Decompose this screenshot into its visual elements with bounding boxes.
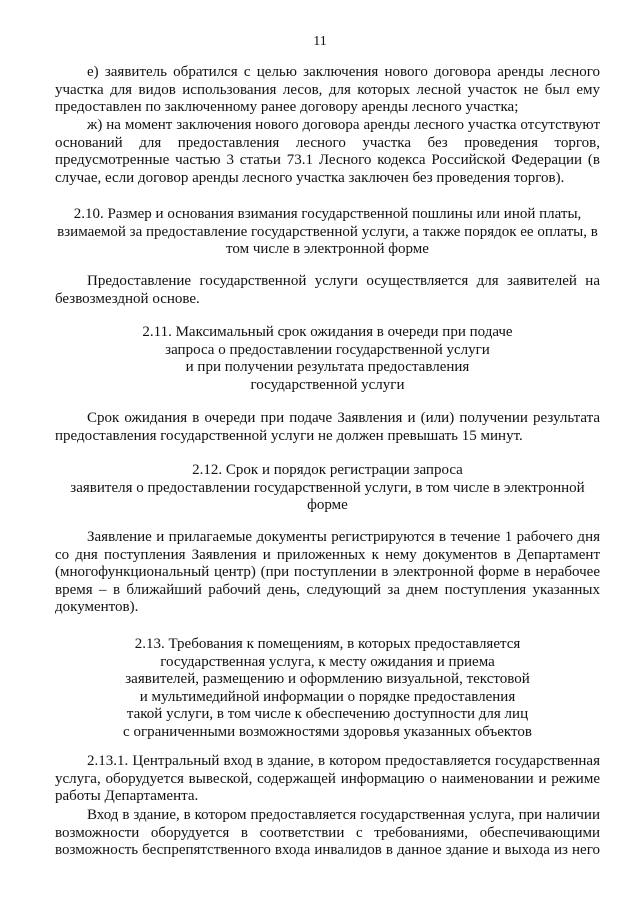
text-line: случае, если договор аренды лесного участка заключен без проведения торгов). — [55, 169, 565, 186]
section-2-12-text — [55, 529, 600, 617]
heading-line: взимаемой за предоставление государственной услуги, а также порядок ее оплаты, в — [57, 223, 598, 240]
heading-line: 2.10. Размер и основания взимания государственной пошлины или иной платы, — [73, 206, 582, 222]
heading-line: государственной услуги — [250, 376, 405, 393]
text-line: безвозмездной основе. — [55, 290, 200, 307]
heading-line: запроса о предоставлении государственной услуги — [165, 341, 490, 358]
text-line: Заявление и прилагаемые документы регистрируются в течение 1 рабочего дня — [87, 529, 600, 545]
section-2-10-text — [55, 273, 600, 308]
text-line: время – в ближайший рабочий день, следующий за днем поступления указанных — [55, 581, 600, 598]
heading-line: и мультимедийной информации о порядке предоставления — [139, 688, 516, 705]
text-line: возможности оборудуется в соответствии с требованиями, обеспечивающими — [55, 824, 600, 841]
heading-line: заявителей, размещению и оформлению визуальной, текстовой — [125, 671, 530, 688]
heading-line: и при получении результата предоставления — [185, 359, 470, 376]
section-2-13-1-text — [55, 753, 600, 806]
text-line: Предоставление государственной услуги осуществляется для заявителей на — [87, 273, 600, 289]
section-2-12-heading — [55, 462, 600, 515]
section-2-11-heading — [55, 324, 600, 394]
text-line: предусмотренные частью 3 статьи 73.1 Лесного кодекса Российской Федерации (в — [55, 152, 600, 169]
text-line: оснований для предоставления лесного участка без проведения торгов, — [55, 134, 600, 151]
text-line: работы Департамента. — [55, 788, 199, 805]
text-line: Срок ожидания в очереди при подаче Заявления и (или) получении результата — [87, 410, 600, 426]
text-line: со дня поступления Заявления и приложенных к нему документов в Департамент — [55, 546, 600, 563]
heading-line: 2.12. Срок и порядок регистрации запроса — [192, 462, 463, 478]
heading-line: с ограниченными возможностями здоровья указанных объектов — [123, 723, 532, 740]
heading-line: государственная услуга, к месту ожидания и приема — [160, 653, 495, 670]
heading-line: форме — [307, 497, 348, 514]
text-line: 2.13.1. Центральный вход в здание, в котором предоставляется государственная — [87, 753, 600, 769]
section-2-13-entrance-text — [55, 807, 600, 860]
heading-line: 2.13. Требования к помещениям, в которых предоставляется — [134, 636, 521, 652]
item-zh — [55, 117, 600, 187]
text-line: документов). — [55, 599, 139, 616]
text-line: возможность беспрепятственного входа инвалидов в данное здание и выхода из него — [55, 842, 600, 859]
text-line: (многофункциональный центр) (при поступлении в электронной форме в нерабочее — [55, 564, 600, 581]
heading-line: том числе в электронной форме — [226, 241, 429, 258]
page-number: 11 — [313, 34, 327, 49]
text-line: Вход в здание, в котором предоставляется государственная услуга, при наличии — [87, 807, 600, 823]
text-line: участка для видов использования лесов, для которых лесной участок не был ему — [55, 81, 600, 98]
text-line: е) заявитель обратился с целью заключения нового договора аренды лесного — [87, 64, 600, 80]
text-line: ж) на момент заключения нового договора аренды лесного участка отсутствуют — [87, 117, 600, 133]
text-line: услуга, оборудуется вывеской, содержащей информацию о наименовании и режиме — [55, 770, 600, 787]
heading-line: 2.11. Максимальный срок ожидания в очереди при подаче — [142, 324, 513, 340]
section-2-10-heading — [55, 206, 600, 259]
section-2-13-heading — [55, 636, 600, 742]
heading-line: заявителя о предоставлении государственной услуги, в том числе в электронной — [70, 479, 585, 496]
text-line: предоставлен по заключенному ранее договору аренды лесного участка; — [55, 99, 519, 116]
text-line: предоставления государственной услуги не должен превышать 15 минут. — [55, 427, 523, 444]
section-2-11-text — [55, 410, 600, 445]
item-e — [55, 64, 600, 117]
heading-line: такой услуги, в том числе к обеспечению доступности для лиц — [126, 706, 529, 723]
